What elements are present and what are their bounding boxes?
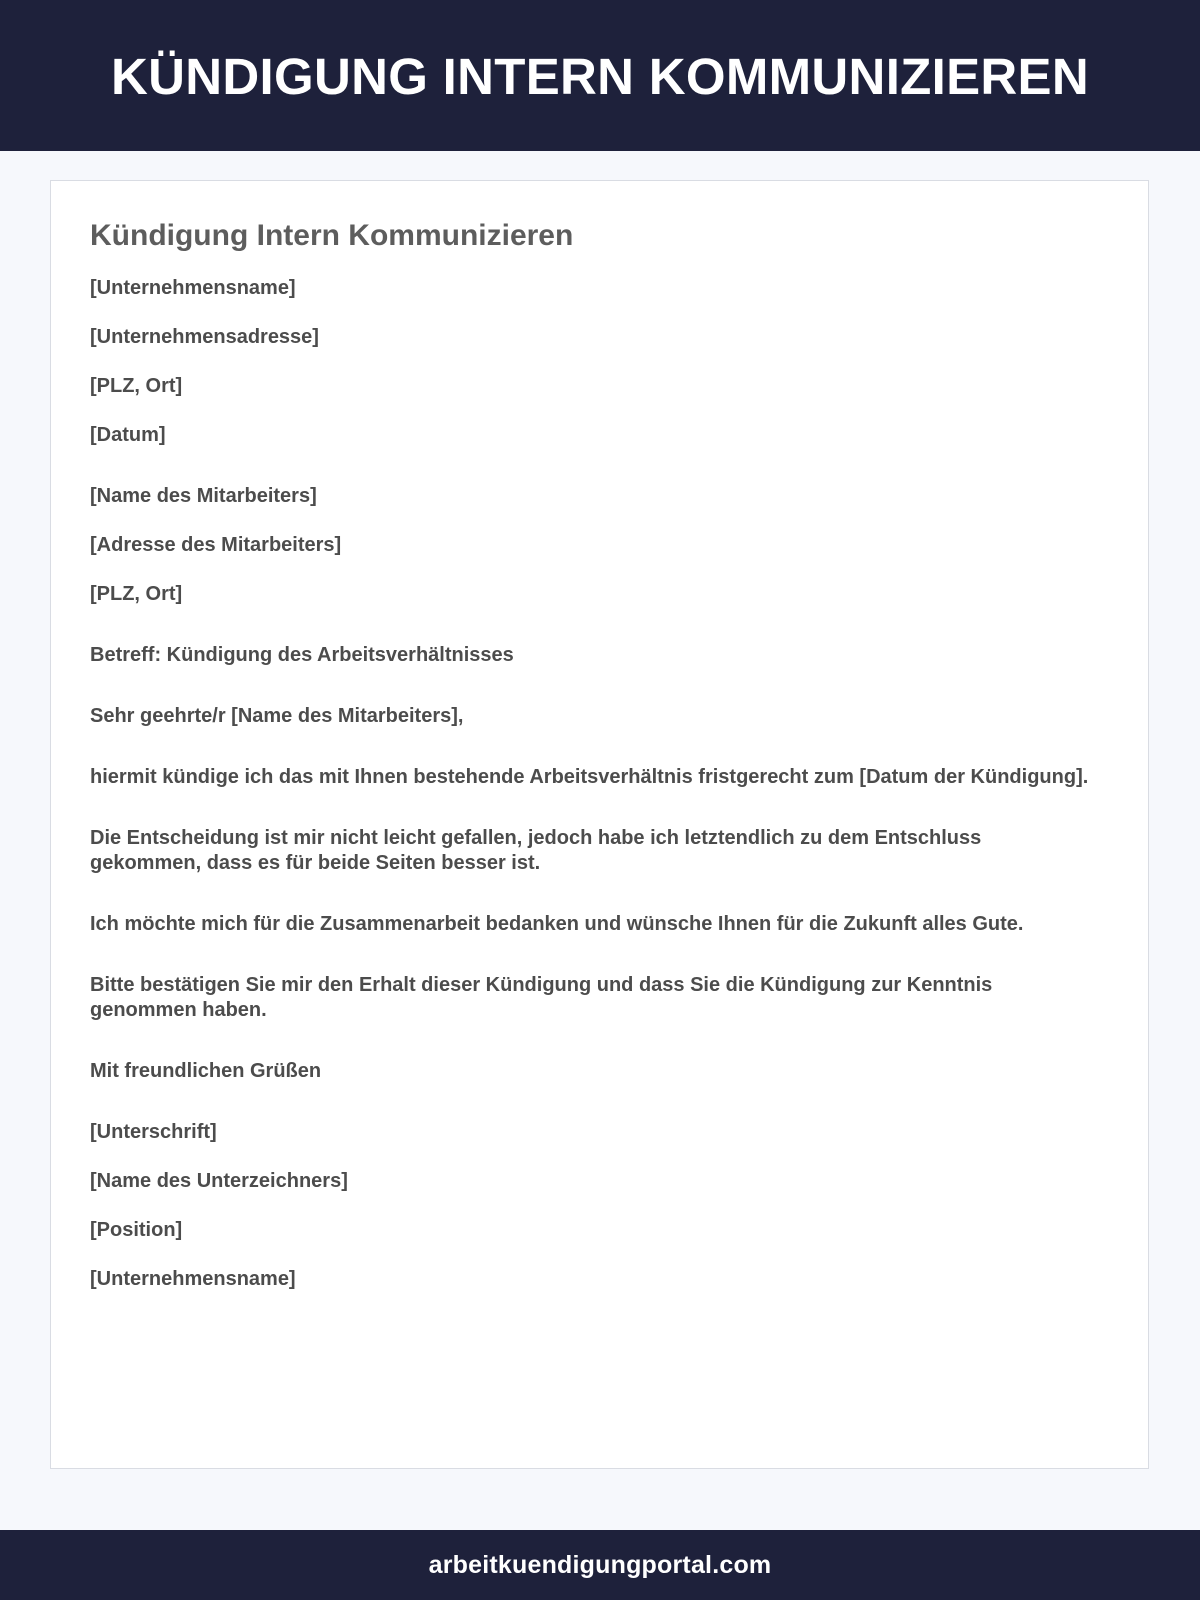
letter-salutation: Sehr geehrte/r [Name des Mitarbeiters], bbox=[90, 705, 464, 727]
letter-paragraph: Ich möchte mich für die Zusammenarbeit bedanken und wünsche Ihnen für die Zukunft alles Gute. bbox=[90, 913, 1024, 935]
signature-placeholder: [Unterschrift] bbox=[90, 1121, 217, 1143]
letter-date: [Datum] bbox=[90, 424, 166, 446]
letter-card bbox=[50, 180, 1149, 1469]
letter-closing: Mit freundlichen Grüßen bbox=[90, 1060, 322, 1082]
company-address: [Unternehmensadresse] bbox=[90, 326, 319, 348]
letter-paragraph: Die Entscheidung ist mir nicht leicht gefallen, jedoch habe ich letztendlich zu dem Entschluss gekommen, dass es für beide Seiten besser ist. bbox=[90, 827, 982, 874]
page-title: KÜNDIGUNG INTERN KOMMUNIZIEREN bbox=[111, 48, 1089, 105]
page-footer bbox=[0, 1530, 1200, 1600]
letter-paragraph: hiermit kündige ich das mit Ihnen bestehende Arbeitsverhältnis fristgerecht zum [Datum der Kündigung]. bbox=[90, 766, 1089, 788]
page-header bbox=[0, 0, 1200, 151]
company-city: [PLZ, Ort] bbox=[90, 375, 183, 397]
employee-name: [Name des Mitarbeiters] bbox=[90, 485, 317, 507]
footer-site-name: arbeitkuendigungportal.com bbox=[428, 1550, 772, 1579]
employee-address: [Adresse des Mitarbeiters] bbox=[90, 534, 342, 556]
signer-company: [Unternehmensname] bbox=[90, 1268, 296, 1290]
letter-paragraph: Bitte bestätigen Sie mir den Erhalt dieser Kündigung und dass Sie die Kündigung zur Kenntnis genommen haben. bbox=[90, 974, 993, 1021]
letter-title: Kündigung Intern Kommunizieren bbox=[90, 219, 574, 252]
signer-position: [Position] bbox=[90, 1219, 183, 1241]
employee-city: [PLZ, Ort] bbox=[90, 583, 183, 605]
signer-name: [Name des Unterzeichners] bbox=[90, 1170, 348, 1192]
letter-subject: Betreff: Kündigung des Arbeitsverhältnisses bbox=[90, 644, 514, 666]
company-name: [Unternehmensname] bbox=[90, 277, 296, 299]
